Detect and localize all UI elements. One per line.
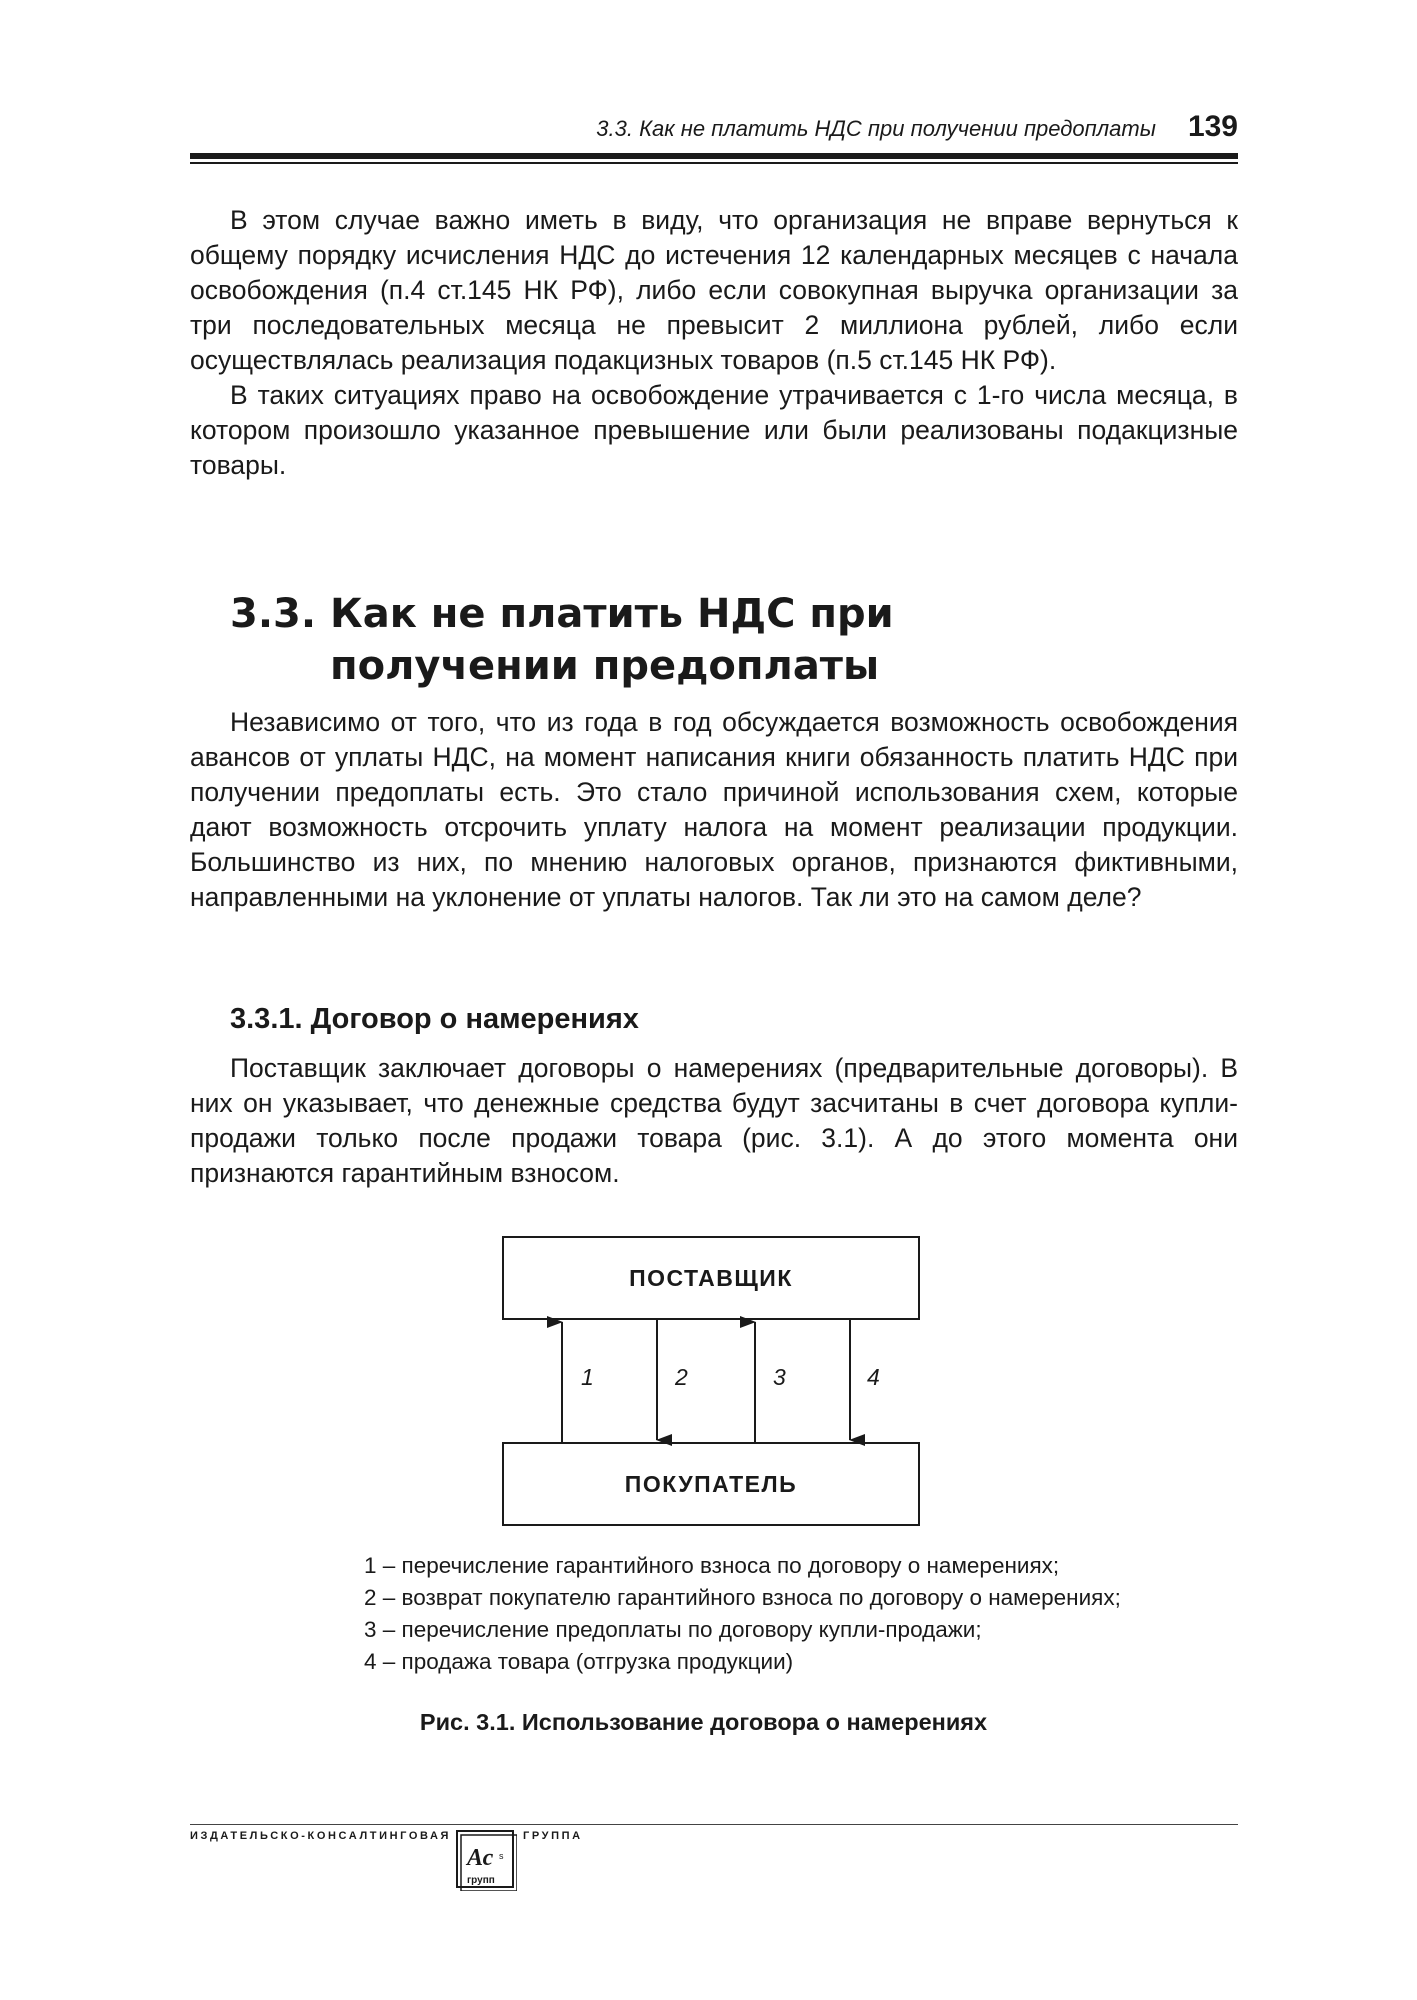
figure-caption-text: Рис. 3.1. Использование договора о намерениях xyxy=(419,1709,988,1735)
arrow-label-4: 4 xyxy=(867,1364,880,1390)
figure-legend xyxy=(364,1550,1121,1678)
subsection-title: 3.3.1. Договор о намерениях xyxy=(230,1003,639,1035)
section-text xyxy=(190,705,1238,915)
section-title-line2: получении предоплаты xyxy=(330,643,880,689)
publisher-logo xyxy=(455,1829,517,1891)
logo-side-text: s xyxy=(499,1851,504,1861)
running-title: 3.3. Как не платить НДС при получении предоплаты xyxy=(596,116,1156,141)
header-rule-thin xyxy=(190,162,1238,164)
legend-item-1: 1 – перечисление гарантийного взноса по договору о намерениях; xyxy=(364,1553,1060,1578)
intro-paragraph-2: В таких ситуациях право на освобождение утрачивается с 1-го числа месяца, в котором произошло указанное превышение или были реализованы подакцизные товары. xyxy=(190,380,1238,480)
page-number: 139 xyxy=(1187,110,1238,143)
section-paragraph: Независимо от того, что из года в год обсуждается возможность освобождения авансов от уплаты НДС, на момент написания книги обязанность платить НДС при получении предоплаты есть. Это стало причиной использования схем, которые дают возможность отсрочить уплату налога на момент реализации продукции. Большинство из них, по мнению налоговых органов, признаются фиктивными, направленными на уклонение от уплаты налогов. Так ли это на самом деле? xyxy=(190,707,1238,912)
logo-sub-text: групп xyxy=(467,1875,495,1886)
legend-item-2: 2 – возврат покупателю гарантийного взноса по договору о намерениях; xyxy=(364,1585,1121,1610)
section-number: 3.3. xyxy=(230,591,317,637)
legend-item-4: 4 – продажа товара (отгрузка продукции) xyxy=(364,1649,794,1674)
intro-text xyxy=(190,203,1238,483)
legend-item-3: 3 – перечисление предоплаты по договору купли-продажи; xyxy=(364,1617,982,1642)
arrow-label-2: 2 xyxy=(675,1364,688,1390)
header-rule-thick xyxy=(190,153,1238,159)
intro-paragraph-1: В этом случае важно иметь в виду, что организация не вправе вернуться к общему порядку исчисления НДС до истечения 12 календарных месяцев с начала освобождения (п.4 ст.145 НК РФ), либо если совокупная выручка организации за три последовательных месяца не превысит 2 миллиона рублей, либо если осуществлялась реализация подакцизных товаров (п.5 ст.145 НК РФ). xyxy=(190,205,1238,375)
supplier-box: ПОСТАВЩИК xyxy=(502,1236,920,1320)
buyer-box: ПОКУПАТЕЛЬ xyxy=(502,1442,920,1526)
publisher-name-right: ГРУППА xyxy=(523,1830,583,1842)
figure-caption xyxy=(0,1709,1417,1736)
subsection-text xyxy=(190,1051,1238,1191)
section-title xyxy=(230,588,1130,692)
arrow-label-1: 1 xyxy=(581,1364,594,1390)
figure-diagram xyxy=(502,1236,920,1528)
footer-rule xyxy=(190,1824,1238,1825)
arrow-label-3: 3 xyxy=(773,1364,786,1390)
diagram-arrows xyxy=(502,1236,920,1528)
publisher-name-left: ИЗДАТЕЛЬСКО-КОНСАЛТИНГОВАЯ xyxy=(190,1830,452,1842)
subsection-paragraph: Поставщик заключает договоры о намерениях (предварительные договоры). В них он указывает, что денежные средства будут засчитаны в счет договора купли-продажи только после продажи товара (рис. 3.1). А до этого момента они признаются гарантийным взносом. xyxy=(190,1053,1238,1188)
logo-main-text: Ас xyxy=(467,1845,494,1871)
section-title-line1: Как не платить НДС при xyxy=(330,591,894,637)
page-header xyxy=(190,110,1238,144)
